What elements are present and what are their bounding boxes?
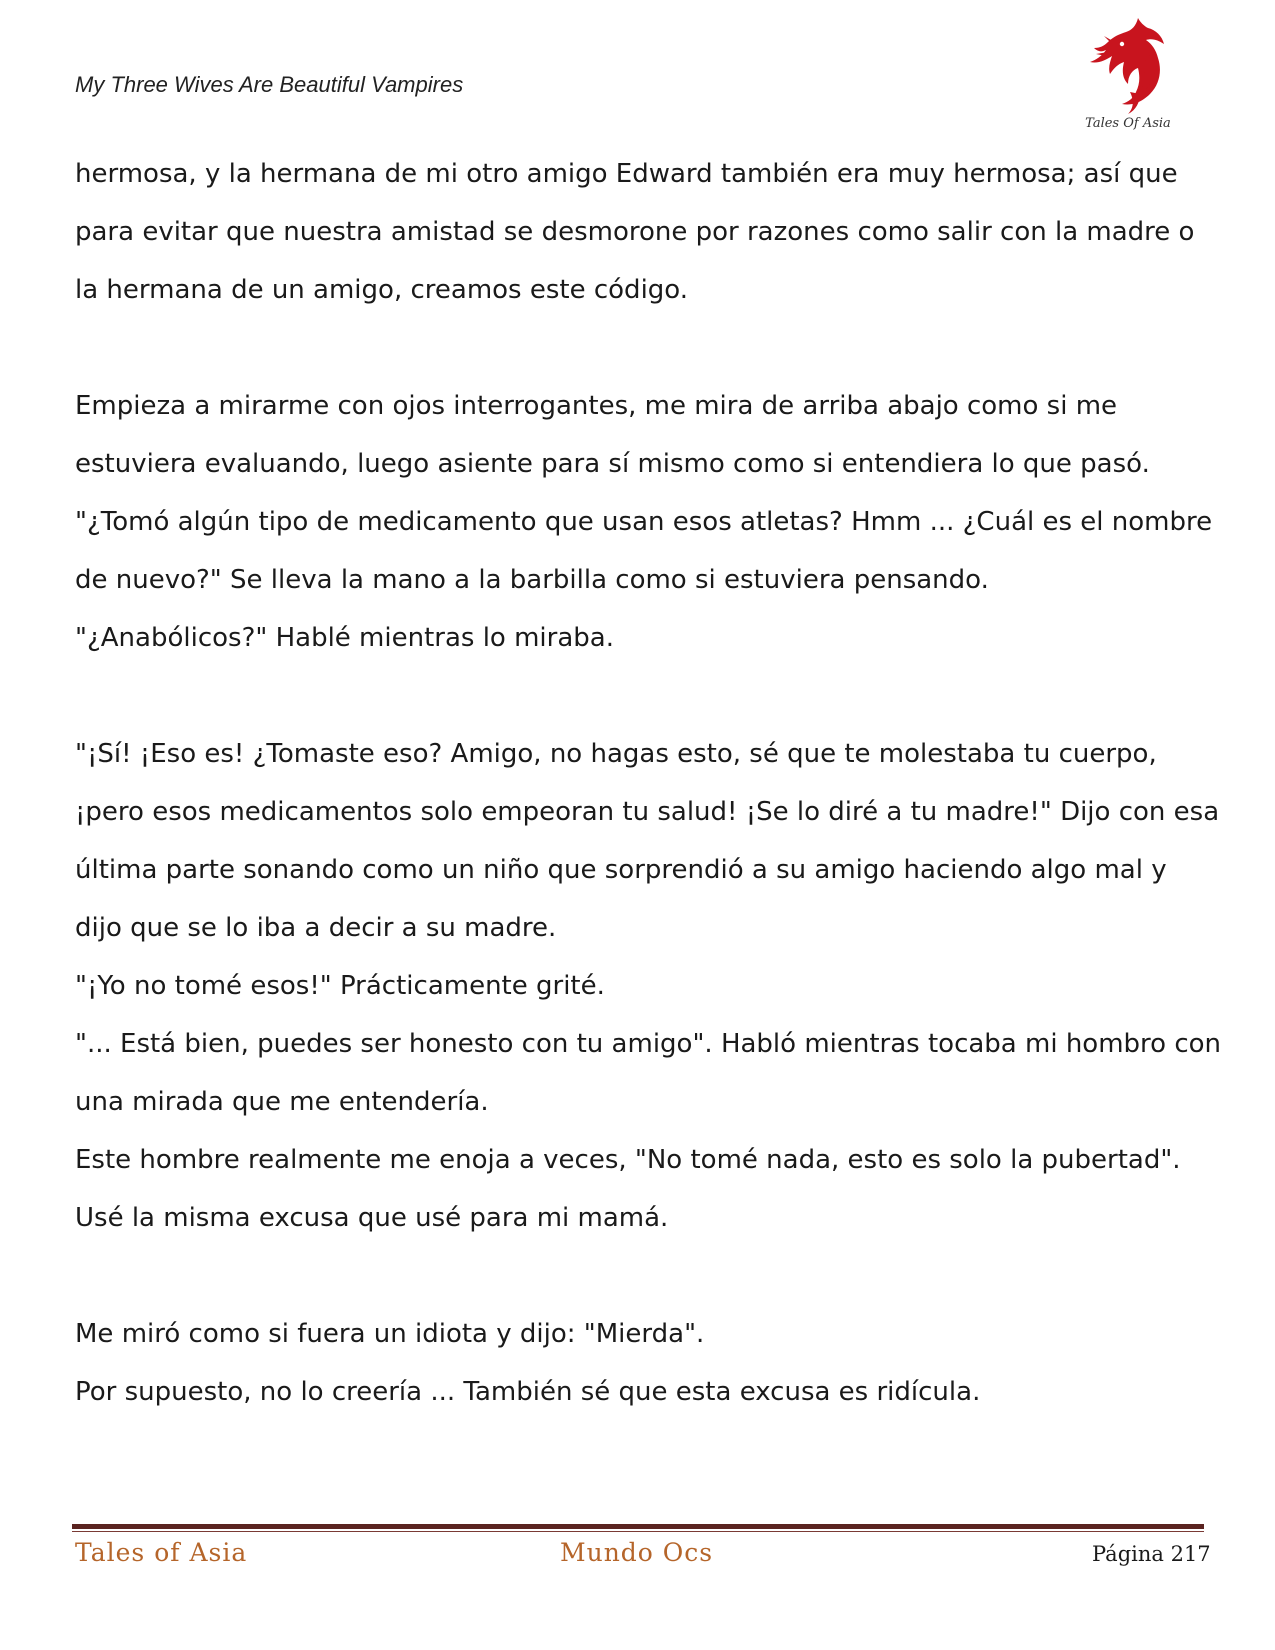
paragraph xyxy=(75,725,1222,1247)
book-title: My Three Wives Are Beautiful Vampires xyxy=(75,72,464,97)
text-line: la hermana de un amigo, creamos este código. xyxy=(75,275,689,305)
text-line: "... Está bien, puedes ser honesto con tu amigo". Habló mientras tocaba mi hombro con xyxy=(75,1029,1222,1059)
footer-brand: Tales of Asia xyxy=(75,1538,248,1567)
text-line: hermosa, y la hermana de mi otro amigo Edward también era muy hermosa; así que xyxy=(75,159,1178,189)
text-line: "¡Yo no tomé esos!" Prácticamente grité. xyxy=(75,971,605,1001)
page-number: Página 217 xyxy=(1092,1542,1211,1566)
text-line: "¡Sí! ¡Eso es! ¿Tomaste eso? Amigo, no hagas esto, sé que te molestaba tu cuerpo, xyxy=(75,739,1157,769)
text-line: Me miró como si fuera un idiota y dijo: "Mierda". xyxy=(75,1319,705,1349)
publisher-logo xyxy=(1078,14,1178,136)
logo-caption: Tales Of Asia xyxy=(1085,116,1171,131)
red-dragon-icon xyxy=(1078,14,1178,120)
text-line: una mirada que me entendería. xyxy=(75,1087,489,1117)
paragraph xyxy=(75,1305,1205,1421)
paragraph xyxy=(75,145,1205,319)
paragraph xyxy=(75,377,1213,667)
text-line: "¿Tomó algún tipo de medicamento que usan esos atletas? Hmm ... ¿Cuál es el nombre xyxy=(75,507,1213,537)
text-line: Por supuesto, no lo creería ... También sé que esta excusa es ridícula. xyxy=(75,1377,981,1407)
text-line: Usé la misma excusa que usé para mi mamá. xyxy=(75,1203,669,1233)
footer-divider-thin xyxy=(72,1531,1204,1532)
text-line: ¡pero esos medicamentos solo empeoran tu salud! ¡Se lo diré a tu madre!" Dijo con esa xyxy=(75,797,1220,827)
footer-divider xyxy=(72,1524,1204,1529)
chapter-body xyxy=(75,145,1222,1479)
text-line: última parte sonando como un niño que sorprendió a su amigo haciendo algo mal y xyxy=(75,855,1167,885)
text-line: Empieza a mirarme con ojos interrogantes, me mira de arriba abajo como si me xyxy=(75,391,1118,421)
text-line: estuviera evaluando, luego asiente para sí mismo como si entendiera lo que pasó. xyxy=(75,449,1150,479)
text-line: para evitar que nuestra amistad se desmorone por razones como salir con la madre o xyxy=(75,217,1195,247)
text-line: "¿Anabólicos?" Hablé mientras lo miraba. xyxy=(75,623,614,653)
text-line: Este hombre realmente me enoja a veces, "No tomé nada, esto es solo la pubertad". xyxy=(75,1145,1181,1175)
footer-translator: Mundo Ocs xyxy=(560,1538,714,1567)
text-line: dijo que se lo iba a decir a su madre. xyxy=(75,913,557,943)
text-line: de nuevo?" Se lleva la mano a la barbilla como si estuviera pensando. xyxy=(75,565,989,595)
